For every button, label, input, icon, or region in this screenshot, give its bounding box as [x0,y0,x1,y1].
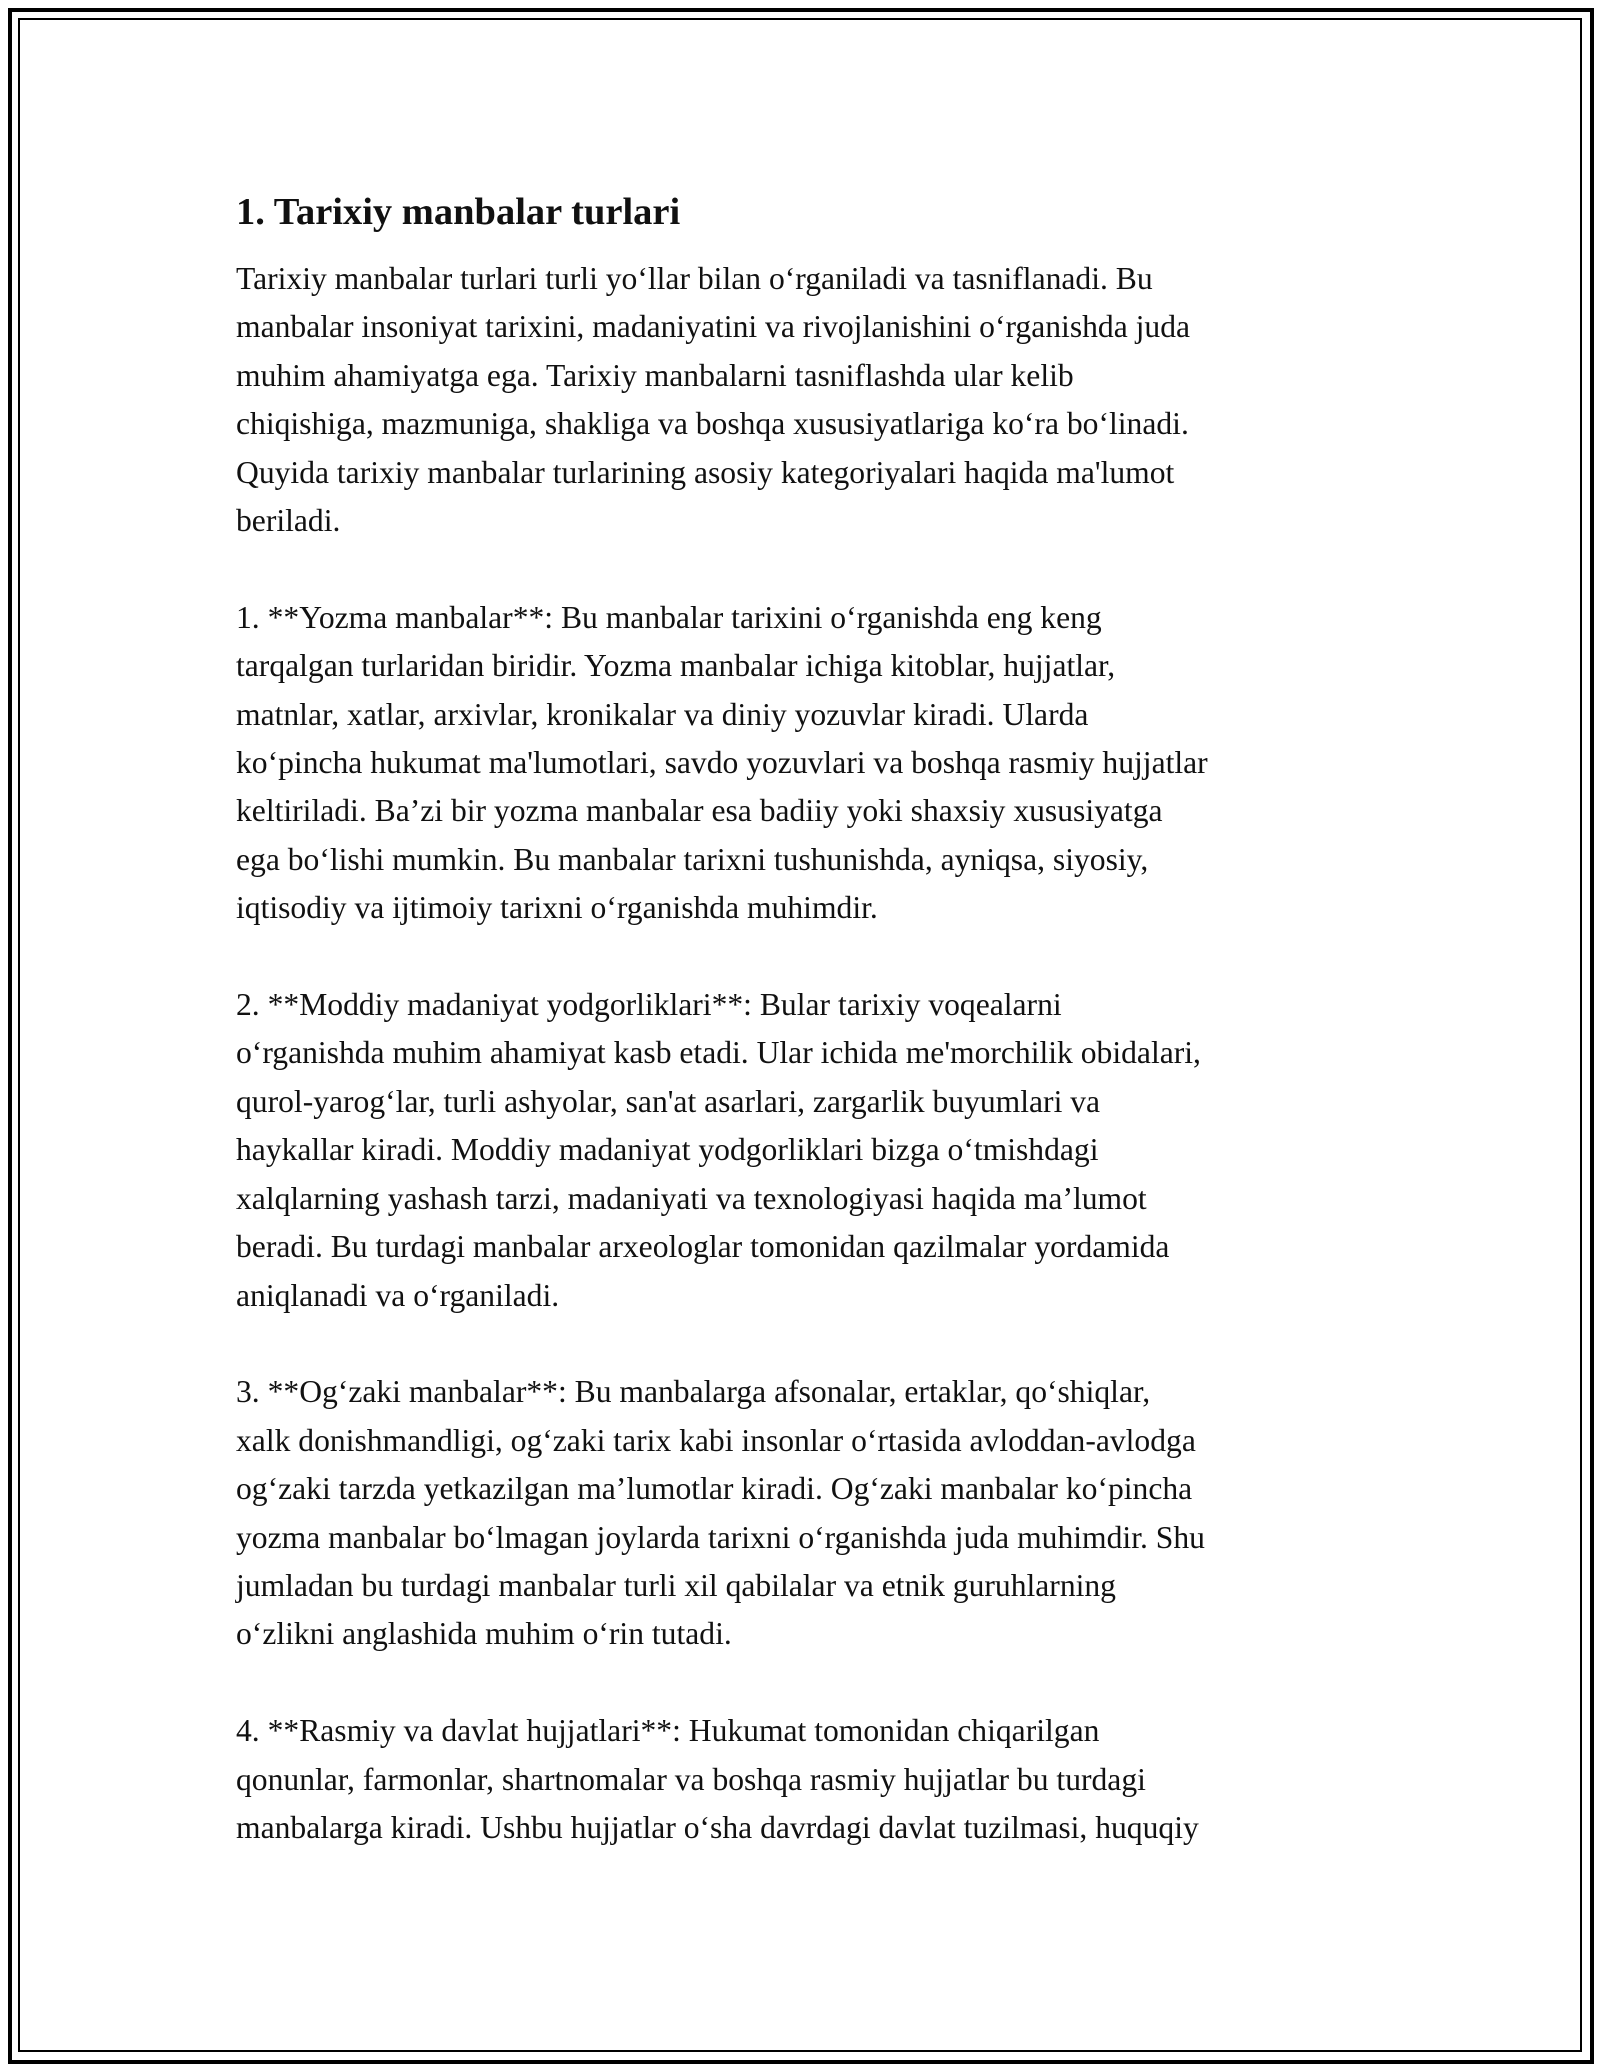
text-line: 3. **Og‘zaki manbalar**: Bu manbalarga afsonalar, ertaklar, qo‘shiqlar, [236,1374,1151,1410]
text-line: xalqlarning yashash tarzi, madaniyati va texnologiyasi haqida ma’lumot [236,1180,1147,1216]
text-line: aniqlanadi va o‘rganiladi. [236,1277,560,1313]
text-line: beradi. Bu turdagi manbalar arxeologlar tomonidan qazilmalar yordamida [236,1229,1170,1265]
text-line: haykallar kiradi. Moddiy madaniyat yodgorliklari bizga o‘tmishdagi [236,1132,1099,1168]
text-line: ko‘pincha hukumat ma'lumotlari, savdo yozuvlari va boshqa rasmiy hujjatlar [236,745,1208,781]
paragraph-intro [236,255,1366,545]
text-line: ega bo‘lishi mumkin. Bu manbalar tarixni tushunishda, ayniqsa, siyosiy, [236,841,1149,877]
text-line: qonunlar, farmonlar, shartnomalar va boshqa rasmiy hujjatlar bu turdagi [236,1761,1146,1797]
text-line: iqtisodiy va ijtimoiy tarixni o‘rganishda muhimdir. [236,890,878,926]
text-line: tarqalgan turlaridan biridir. Yozma manbalar ichiga kitoblar, hujjatlar, [236,648,1116,684]
section-heading: 1. Tarixiy manbalar turlari [236,191,681,233]
text-line: keltiriladi. Ba’zi bir yozma manbalar esa badiiy yoki shaxsiy xususiyatga [236,793,1163,829]
text-line: Tarixiy manbalar turlari turli yo‘llar bilan o‘rganiladi va tasniflanadi. Bu [236,261,1153,296]
paragraph-material-culture [236,981,1366,1320]
text-line: chiqishiga, mazmuniga, shakliga va boshqa xususiyatlariga ko‘ra bo‘linadi. [236,406,1189,442]
text-line: o‘zlikni anglashida muhim o‘rin tutadi. [236,1616,732,1652]
text-line: o‘rganishda muhim ahamiyat kasb etadi. Ular ichida me'morchilik obidalari, [236,1035,1201,1071]
text-line: jumladan bu turdagi manbalar turli xil qabilalar va etnik guruhlarning [236,1567,1116,1603]
text-line: manbalarga kiradi. Ushbu hujjatlar o‘sha davrdagi davlat tuzilmasi, huquqiy [236,1809,1199,1845]
paragraph-written-sources [236,594,1366,933]
text-line: muhim ahamiyatga ega. Tarixiy manbalarni tasniflashda ular kelib [236,357,1074,393]
text-line: yozma manbalar bo‘lmagan joylarda tarixni o‘rganishda juda muhimdir. Shu [236,1519,1205,1555]
text-line: og‘zaki tarzda yetkazilgan ma’lumotlar kiradi. Og‘zaki manbalar ko‘pincha [236,1471,1193,1507]
text-line: matnlar, xatlar, arxivlar, kronikalar va diniy yozuvlar kiradi. Ularda [236,696,1089,732]
text-line: 2. **Moddiy madaniyat yodgorliklari**: Bular tarixiy voqealarni [236,987,1062,1023]
document-body [236,186,1366,1852]
text-line: xalk donishmandligi, og‘zaki tarix kabi insonlar o‘rtasida avloddan-avlodga [236,1422,1196,1458]
text-line: qurol-yarog‘lar, turli ashyolar, san'at asarlari, zargarlik buyumlari va [236,1083,1101,1119]
text-line: Quyida tarixiy manbalar turlarining asosiy kategoriyalari haqida ma'lumot [236,454,1175,490]
paragraph-oral-sources [236,1368,1366,1658]
text-line: 1. **Yozma manbalar**: Bu manbalar tarixini o‘rganishda eng keng [236,599,1102,635]
text-line: beriladi. [236,503,341,539]
text-line: 4. **Rasmiy va davlat hujjatlari**: Hukumat tomonidan chiqarilgan [236,1713,1100,1749]
text-line: manbalar insoniyat tarixini, madaniyatini va rivojlanishini o‘rganishda juda [236,309,1191,345]
paragraph-official-documents [236,1707,1366,1852]
